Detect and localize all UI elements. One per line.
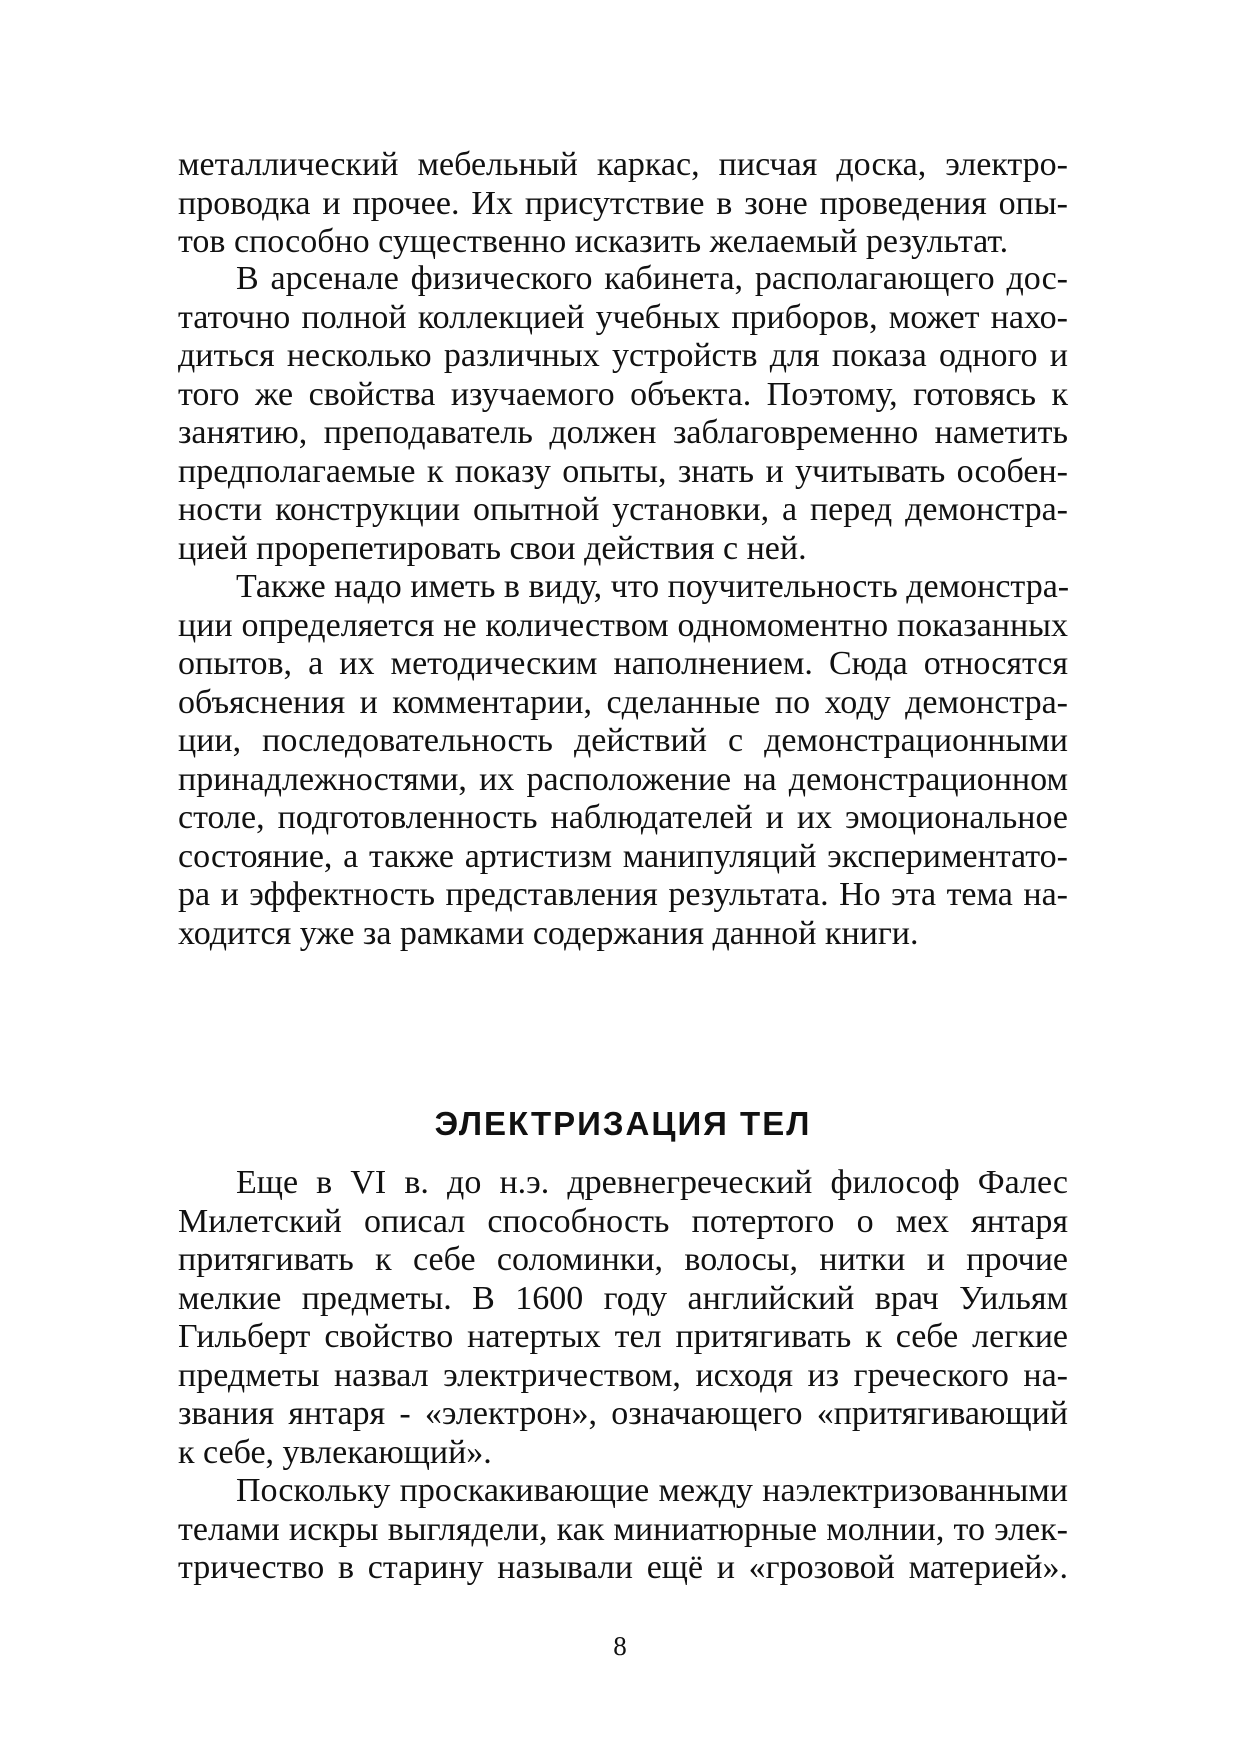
text-line: таточно полной коллекцией учебных приборов, может нахо- [178, 298, 1068, 336]
text-line: опытов, а их методическим наполнением. Сюда относятся [178, 645, 1068, 682]
section-heading: ЭЛЕКТРИЗАЦИЯ ТЕЛ [434, 1105, 812, 1142]
text-line: мелкие предметы. В 1600 году английский врач Уильям [178, 1279, 1068, 1317]
text-line: состояние, а также артистизм манипуляций экспериментато- [178, 837, 1068, 875]
section-paragraph-1 [178, 1164, 1068, 1472]
text-line: объяснения и комментарии, сделанные по ходу демонстра- [178, 683, 1068, 721]
text-line: столе, подготовленность наблюдателей и их эмоциональное [178, 799, 1068, 836]
text-line: звания янтаря - «электрон», означающего «притягивающий [178, 1395, 1068, 1432]
text-line: телами искры выглядели, как миниатюрные молнии, то элек- [178, 1510, 1068, 1548]
text-line: тов способно существенно исказить желаемый результат. [178, 223, 1009, 260]
text-line: Также надо иметь в виду, что поучительность демонстра- [236, 568, 1070, 605]
page-number: 8 [613, 1631, 627, 1661]
text-line: проводка и прочее. Их присутствие в зоне проведения опы- [178, 184, 1068, 222]
text-line: ции, последовательность действий с демонстрационными [178, 722, 1068, 759]
text-line: ра и эффектность представления результата. Но эта тема на- [178, 876, 1068, 913]
text-line: принадлежностями, их расположение на демонстрационном [178, 760, 1068, 798]
text-line: В арсенале физического кабинета, располагающего дос- [236, 260, 1068, 297]
text-line: Поскольку проскакивающие между наэлектризованными [236, 1472, 1068, 1509]
text-line: притягивать к себе соломинки, волосы, нитки и прочие [178, 1241, 1068, 1278]
text-line: Гильберт свойство натертых тел притягивать к себе легкие [178, 1318, 1068, 1355]
text-line: предметы назвал электричеством, исходя из греческого на- [178, 1356, 1068, 1394]
text-line: диться несколько различных устройств для показа одного и [178, 337, 1068, 374]
paragraph-1 [178, 146, 1068, 262]
text-line: занятию, преподаватель должен заблаговременно наметить [178, 414, 1068, 451]
text-line: Еще в VI в. до н.э. древнегреческий философ Фалес [236, 1164, 1068, 1201]
text-line: того же свойства изучаемого объекта. Поэтому, готовясь к [178, 375, 1068, 413]
text-line: Милетский описал способность потертого о мех янтаря [178, 1202, 1068, 1240]
paragraph-3 [178, 568, 1068, 953]
paragraph-2 [178, 260, 1068, 568]
text-line: к себе, увлекающий». [178, 1433, 492, 1471]
text-line: тричество в старину называли ещё и «грозовой материей». [178, 1549, 1068, 1586]
text-line: ции определяется не количеством одномоментно показанных [178, 606, 1068, 644]
text-line: предполагаемые к показу опыты, знать и учитывать особен- [178, 452, 1068, 490]
text-line: металлический мебельный каркас, писчая доска, электро- [178, 146, 1068, 183]
text-line: ности конструкции опытной установки, а перед демонстра- [178, 491, 1068, 528]
text-line: цией прорепетировать свои действия с ней. [178, 529, 807, 567]
text-line: ходится уже за рамками содержания данной книги. [178, 914, 919, 952]
section-paragraph-2 [178, 1472, 1068, 1588]
